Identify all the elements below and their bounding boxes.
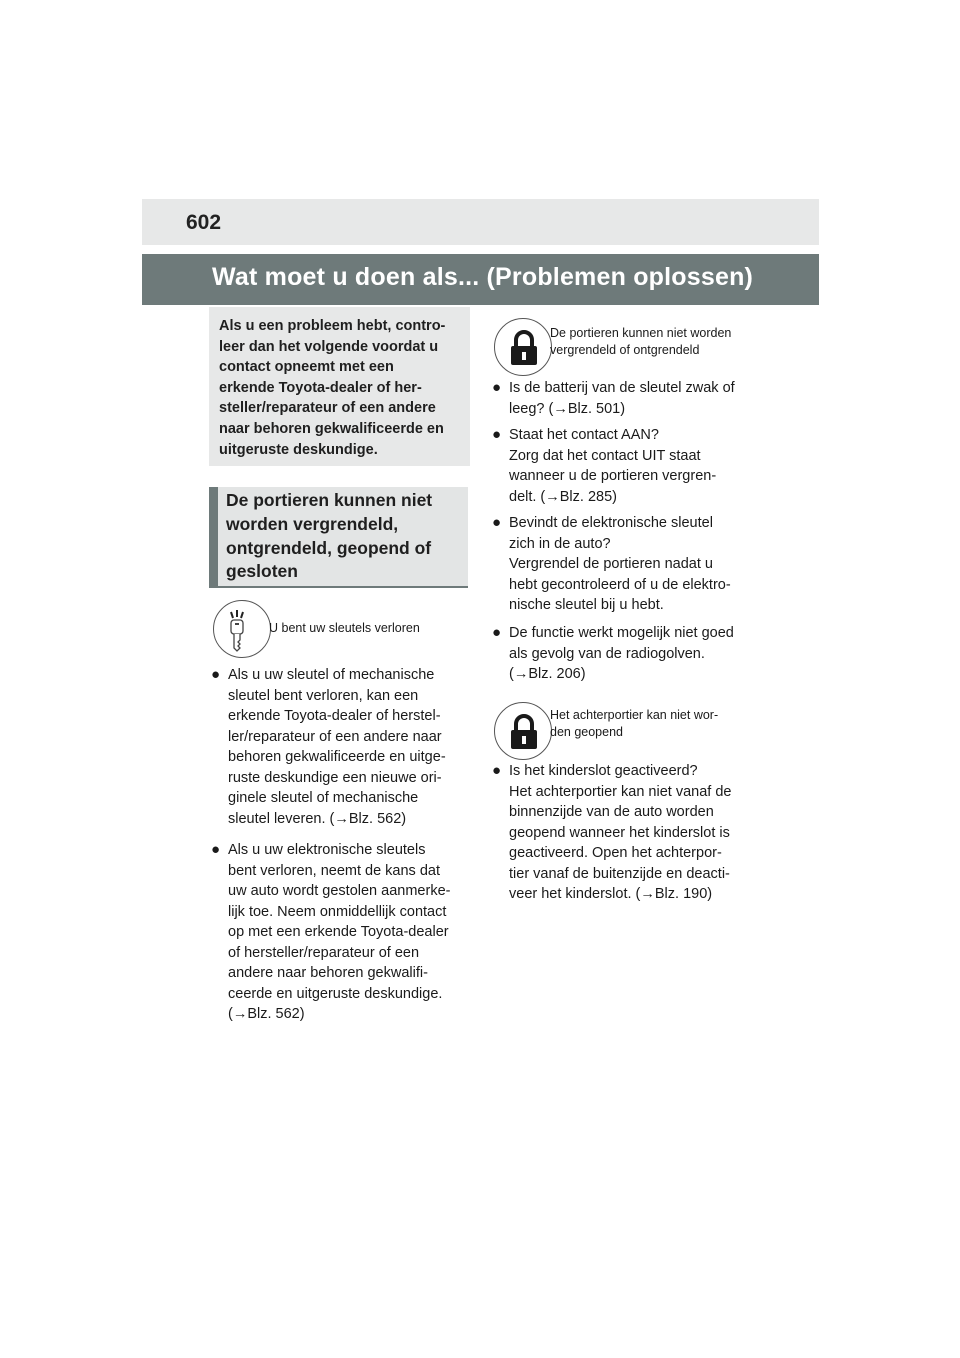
bullet-icon: ● [492, 624, 502, 641]
page-header [142, 199, 819, 245]
list-item-text: Is het kinderslot geactiveerd? Het achterportier kan niet vanaf de binnenzijde van de auto worden geopend wanneer het kinderslot is geactiveerd. Open het achterpor- tier vanaf de buitenzijde en deacti- veer het kinderslot. (→Blz. 190) [509, 763, 732, 902]
key-icon [213, 600, 271, 658]
list-item-text: Is de batterij van de sleutel zwak of leeg? (→Blz. 501) [509, 380, 735, 417]
page-number: 602 [186, 211, 222, 234]
list-item [492, 378, 759, 419]
list-item [211, 665, 473, 829]
section-heading-text: De portieren kunnen niet worden vergrendeld, ontgrendeld, geopend of gesloten [226, 490, 433, 582]
bullet-icon: ● [492, 514, 502, 531]
list-item [492, 761, 759, 905]
lock-icon [494, 318, 552, 376]
list-item [492, 513, 759, 616]
list-item [211, 840, 473, 1025]
bullet-icon: ● [211, 666, 221, 683]
section-heading [209, 487, 468, 588]
title-banner [142, 254, 819, 305]
list-item-text: Staat het contact AAN? Zorg dat het contact UIT staat wanneer u de portieren vergren- delt. (→Blz. 285) [509, 427, 717, 505]
subsection-caption-rear-door: Het achterportier kan niet wor- den geopend [550, 708, 719, 739]
subsection-caption-lock: De portieren kunnen niet worden vergrendeld of ontgrendeld [550, 326, 732, 357]
bullet-icon: ● [211, 841, 221, 858]
page-title: Wat moet u doen als... (Problemen oplossen) [212, 263, 754, 291]
intro-box [209, 307, 470, 466]
subsection-caption-lost-keys: U bent uw sleutels verloren [269, 621, 420, 635]
list-item-text: Als u uw sleutel of mechanische sleutel bent verloren, kan een erkende Toyota-dealer of herstel- ler/reparateur of een andere naar behoren gekwalificeerde en uitge- ruste deskundige een nieuwe ori- ginele sleutel of mechanische sleutel leveren. (→Blz. 562) [228, 667, 446, 827]
list-item [492, 425, 759, 507]
bullet-icon: ● [492, 379, 502, 396]
list-item [492, 623, 759, 685]
list-item-text: Bevindt de elektronische sleutel zich in de auto? Vergrendel de portieren nadat u hebt gecontroleerd of u de elektro- nische sleutel bij u hebt. [509, 515, 731, 613]
intro-text: Als u een probleem hebt, contro- leer dan het volgende voordat u contact opneemt met een erkende Toyota-dealer of her- steller/reparateur of een andere naar behoren gekwalificeerde en uitgeruste deskundige. [219, 318, 446, 458]
bullet-icon: ● [492, 426, 502, 443]
bullet-icon: ● [492, 762, 502, 779]
lock-icon [494, 702, 552, 760]
list-item-text: De functie werkt mogelijk niet goed als gevolg van de radiogolven. (→Blz. 206) [509, 625, 734, 682]
list-item-text: Als u uw elektronische sleutels bent verloren, neemt de kans dat uw auto wordt gestolen aanmerke- lijk toe. Neem onmiddellijk contact op met een erkende Toyota-dealer of hersteller/reparateur of een andere naar behoren gekwalifi- ceerde en uitgeruste deskundige. (→Blz. 562) [228, 842, 451, 1022]
